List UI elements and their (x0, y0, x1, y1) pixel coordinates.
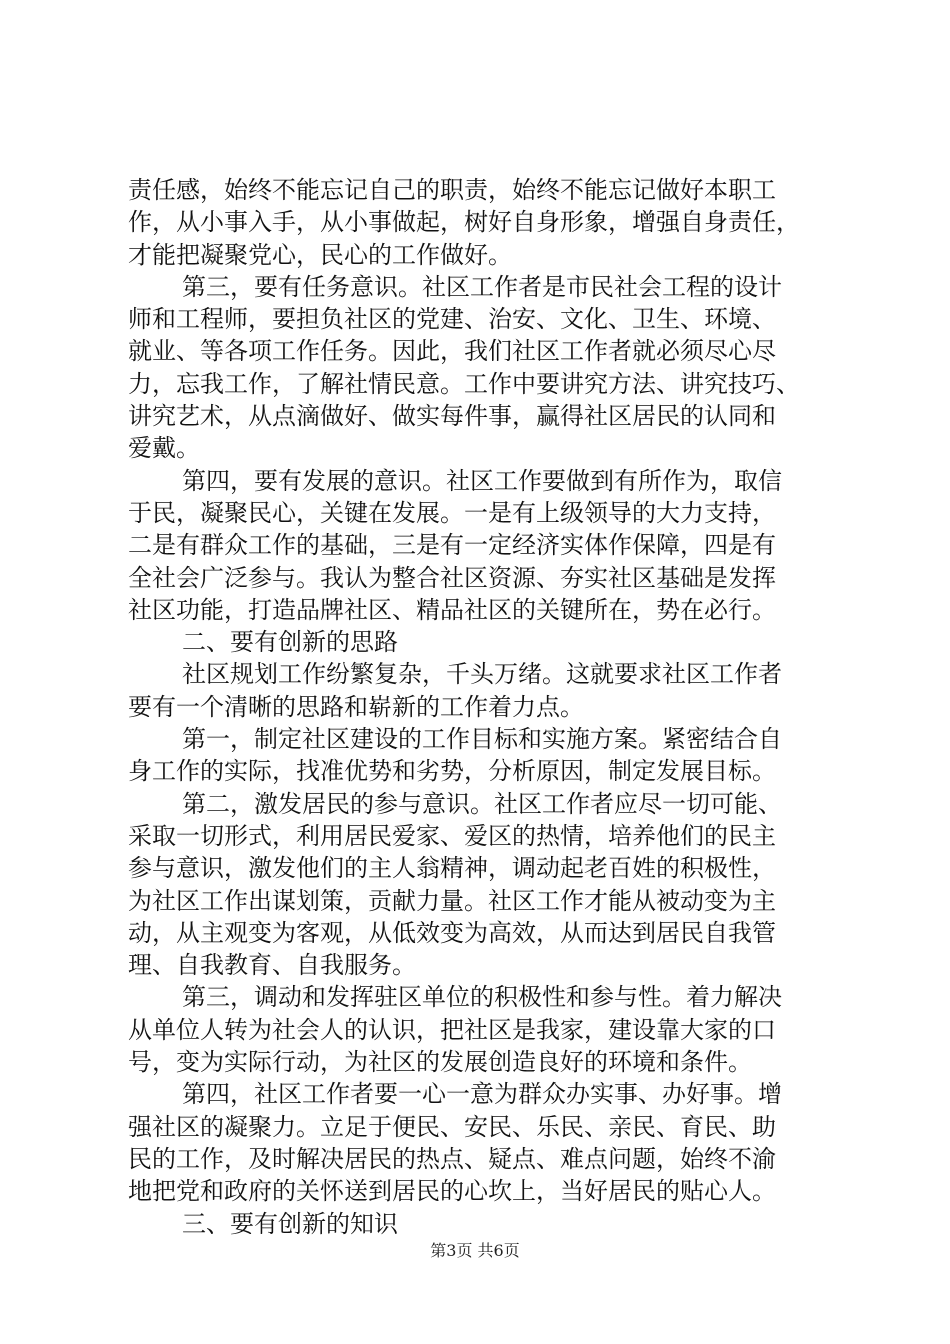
text-line: 民的工作，及时解决居民的热点、疑点、难点问题，始终不渝 (128, 1144, 776, 1173)
text-line: 全社会广泛参与。我认为整合社区资源、夯实社区基础是发挥 (128, 563, 776, 592)
text-line: 就业、等各项工作任务。因此，我们社区工作者就必须尽心尽 (128, 337, 776, 366)
text-line: 理、自我教育、自我服务。 (128, 951, 416, 980)
text-line: 为社区工作出谋划策，贡献力量。社区工作才能从被动变为主 (128, 886, 776, 915)
paragraph-first-line: 第一，制定社区建设的工作目标和实施方案。紧密结合自 (182, 725, 782, 754)
text-line: 责任感，始终不能忘记自己的职责，始终不能忘记做好本职工 (128, 176, 776, 204)
text-line: 讲究艺术，从点滴做好、做实每件事，赢得社区居民的认同和 (128, 402, 776, 431)
paragraph-first-line: 第三，调动和发挥驻区单位的积极性和参与性。着力解决 (182, 983, 782, 1012)
text-line: 参与意识，激发他们的主人翁精神，调动起老百姓的积极性， (128, 854, 776, 883)
text-line: 要有一个清晰的思路和崭新的工作着力点。 (128, 692, 584, 721)
text-line: 才能把凝聚党心，民心的工作做好。 (128, 240, 512, 269)
paragraph-first-line: 二、要有创新的思路 (182, 628, 398, 657)
paragraph-first-line: 第四，要有发展的意识。社区工作要做到有所作为，取信 (182, 466, 782, 495)
document-body (128, 174, 838, 1240)
text-line: 社区功能，打造品牌社区、精品社区的关键所在，势在必行。 (128, 595, 776, 624)
text-line: 身工作的实际，找准优势和劣势，分析原因，制定发展目标。 (128, 757, 776, 786)
text-line: 强社区的凝聚力。立足于便民、安民、乐民、亲民、育民、助 (128, 1112, 776, 1141)
text-line: 二是有群众工作的基础，三是有一定经济实体作保障，四是有 (128, 531, 776, 560)
text-line: 号，变为实际行动，为社区的发展创造良好的环境和条件。 (128, 1048, 752, 1077)
paragraph-first-line: 第二，激发居民的参与意识。社区工作者应尽一切可能、 (182, 789, 782, 818)
text-line: 动，从主观变为客观，从低效变为高效，从而达到居民自我管 (128, 918, 776, 947)
paragraph-first-line: 社区规划工作纷繁复杂，千头万绪。这就要求社区工作者 (182, 660, 782, 689)
text-line: 作，从小事入手，从小事做起，树好自身形象，增强自身责任， (128, 208, 800, 237)
text-line: 采取一切形式，利用居民爱家、爱区的热情，培养他们的民主 (128, 821, 776, 850)
paragraph-first-line: 三、要有创新的知识 (182, 1209, 398, 1238)
paragraph-first-line: 第四，社区工作者要一心一意为群众办实事、办好事。增 (182, 1080, 782, 1109)
text-line: 地把党和政府的关怀送到居民的心坎上，当好居民的贴心人。 (128, 1177, 776, 1206)
text-line: 爱戴。 (128, 434, 200, 463)
text-line: 于民，凝聚民心，关键在发展。一是有上级领导的大力支持， (128, 498, 776, 527)
text-line: 从单位人转为社会人的认识，把社区是我家，建设靠大家的口 (128, 1015, 776, 1044)
page-footer: 第3页 共6页 (430, 1241, 520, 1260)
text-line: 力，忘我工作，了解社情民意。工作中要讲究方法、讲究技巧、 (128, 369, 800, 398)
paragraph-first-line: 第三，要有任务意识。社区工作者是市民社会工程的设计 (182, 272, 782, 301)
text-line: 师和工程师，要担负社区的党建、治安、文化、卫生、环境、 (128, 305, 776, 334)
